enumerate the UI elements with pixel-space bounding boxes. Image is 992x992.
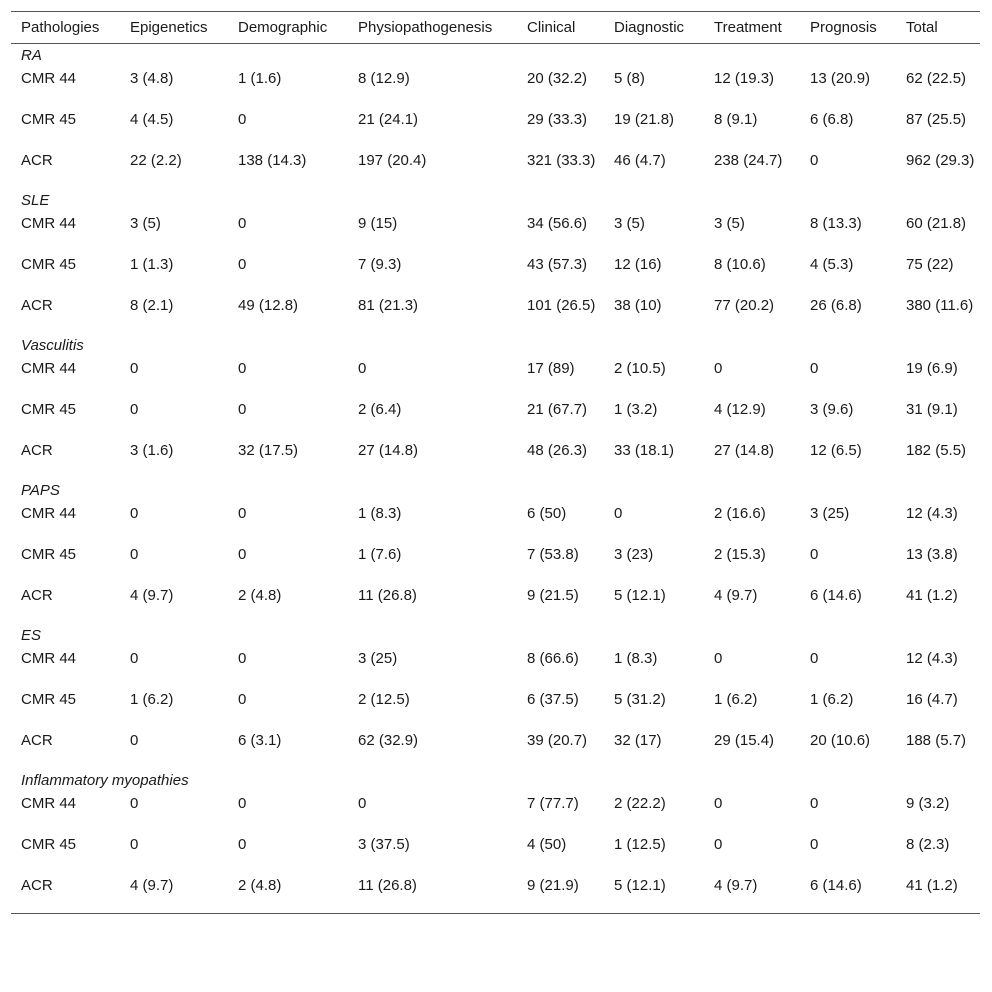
table-cell: 41 (1.2) (906, 876, 958, 894)
table-cell: 11 (26.8) (358, 876, 417, 894)
table-cell: 62 (32.9) (358, 731, 419, 749)
table-cell: 1 (7.6) (358, 545, 402, 563)
table-cell: 16 (4.7) (906, 690, 958, 708)
table-cell: 0 (130, 359, 139, 377)
table-header (11, 12, 980, 44)
header-row (11, 12, 980, 44)
table-cell: 12 (4.3) (906, 504, 958, 522)
table-row (11, 646, 980, 687)
table-row (11, 66, 980, 107)
table-cell: 6 (6.8) (810, 110, 854, 128)
row-source: ACR (21, 586, 53, 604)
table-cell: 0 (810, 794, 819, 812)
table-cell: 0 (238, 835, 247, 853)
table-cell: 12 (6.5) (810, 441, 862, 459)
table-cell: 8 (2.1) (130, 296, 174, 314)
table-cell: 0 (358, 359, 367, 377)
header-demographic: Demographic (228, 12, 348, 44)
table-cell: 4 (4.5) (130, 110, 174, 128)
table-cell: 8 (2.3) (906, 835, 950, 853)
table-cell: 2 (12.5) (358, 690, 410, 708)
table-cell: 188 (5.7) (906, 731, 967, 749)
header-pathologies: Pathologies (11, 12, 120, 44)
group-row (11, 334, 980, 356)
table-cell: 0 (238, 400, 247, 418)
table-cell: 32 (17.5) (238, 441, 299, 459)
row-source: ACR (21, 441, 53, 459)
table-cell: 0 (714, 359, 723, 377)
table-cell: 32 (17) (614, 731, 662, 749)
table-cell: 11 (26.8) (358, 586, 417, 604)
table-cell: 19 (21.8) (614, 110, 675, 128)
table-cell: 197 (20.4) (358, 151, 427, 169)
row-source: CMR 45 (21, 835, 77, 853)
group-label: RA (21, 47, 42, 64)
group-row (11, 769, 980, 791)
table-cell: 60 (21.8) (906, 214, 967, 232)
table-cell: 0 (238, 545, 247, 563)
table-cell: 1 (6.2) (130, 690, 174, 708)
table-cell: 0 (614, 504, 623, 522)
table-cell: 2 (6.4) (358, 400, 402, 418)
table-cell: 22 (2.2) (130, 151, 182, 169)
table-cell: 4 (9.7) (130, 586, 174, 604)
table-cell: 5 (31.2) (614, 690, 666, 708)
table-cell: 6 (14.6) (810, 876, 862, 894)
table-cell: 2 (15.3) (714, 545, 766, 563)
table-row (11, 107, 980, 148)
table-cell: 12 (4.3) (906, 649, 958, 667)
table-cell: 0 (810, 151, 819, 169)
table-cell: 21 (24.1) (358, 110, 419, 128)
table-cell: 0 (238, 794, 247, 812)
table-cell: 8 (13.3) (810, 214, 862, 232)
table-cell: 0 (238, 690, 247, 708)
table-cell: 0 (130, 400, 139, 418)
table-cell: 138 (14.3) (238, 151, 307, 169)
table-cell: 12 (19.3) (714, 69, 775, 87)
table-cell: 3 (4.8) (130, 69, 174, 87)
row-source: CMR 45 (21, 545, 77, 563)
table-cell: 3 (5) (714, 214, 745, 232)
table-row (11, 293, 980, 334)
table-cell: 1 (1.3) (130, 255, 174, 273)
table-cell: 9 (21.5) (527, 586, 579, 604)
row-source: CMR 45 (21, 690, 77, 708)
table-row (11, 211, 980, 252)
table-cell: 62 (22.5) (906, 69, 967, 87)
table-cell: 0 (810, 649, 819, 667)
table-cell: 0 (130, 649, 139, 667)
table-cell: 20 (10.6) (810, 731, 871, 749)
table-cell: 6 (50) (527, 504, 567, 522)
table-cell: 9 (21.9) (527, 876, 579, 894)
group-label: ES (21, 626, 42, 644)
table-container (11, 11, 980, 914)
table-cell: 0 (238, 649, 247, 667)
row-source: CMR 45 (21, 110, 77, 128)
table-row (11, 687, 980, 728)
header-treatment: Treatment (704, 12, 800, 44)
table-cell: 1 (1.6) (238, 69, 282, 87)
table-cell: 27 (14.8) (358, 441, 419, 459)
table-cell: 8 (9.1) (714, 110, 758, 128)
table-cell: 6 (14.6) (810, 586, 862, 604)
table-cell: 48 (26.3) (527, 441, 588, 459)
table-cell: 0 (358, 794, 367, 812)
table-cell: 20 (32.2) (527, 69, 588, 87)
table-cell: 3 (9.6) (810, 400, 854, 418)
table-row (11, 542, 980, 583)
table-cell: 4 (9.7) (130, 876, 174, 894)
table-row (11, 148, 980, 189)
table-cell: 0 (238, 359, 247, 377)
table-cell: 29 (15.4) (714, 731, 775, 749)
row-source: CMR 44 (21, 214, 77, 232)
group-label: Inflammatory myopathies (21, 771, 189, 789)
row-source: CMR 44 (21, 649, 77, 667)
header-physiopathogenesis: Physiopathogenesis (348, 12, 517, 44)
header-diagnostic: Diagnostic (604, 12, 704, 44)
row-source: CMR 45 (21, 255, 77, 273)
table-cell: 8 (12.9) (358, 69, 410, 87)
header-clinical: Clinical (517, 12, 604, 44)
group-label: Vasculitis (21, 336, 84, 354)
table-cell: 0 (130, 545, 139, 563)
table-cell: 1 (8.3) (614, 649, 658, 667)
table-cell: 4 (9.7) (714, 586, 758, 604)
table-row (11, 438, 980, 479)
table-row (11, 791, 980, 832)
table-row (11, 873, 980, 914)
table-cell: 4 (50) (527, 835, 567, 853)
table-cell: 7 (53.8) (527, 545, 579, 563)
table-cell: 4 (9.7) (714, 876, 758, 894)
table-cell: 34 (56.6) (527, 214, 588, 232)
table-cell: 19 (6.9) (906, 359, 958, 377)
group-row (11, 479, 980, 501)
table-cell: 1 (6.2) (810, 690, 854, 708)
table-cell: 1 (3.2) (614, 400, 658, 418)
row-source: CMR 44 (21, 794, 77, 812)
table-cell: 5 (12.1) (614, 586, 666, 604)
group-label: PAPS (21, 481, 60, 499)
table-cell: 3 (1.6) (130, 441, 174, 459)
table-cell: 1 (12.5) (614, 835, 666, 853)
table-cell: 101 (26.5) (527, 296, 596, 314)
table-cell: 3 (25) (358, 649, 398, 667)
table-cell: 0 (238, 110, 247, 128)
row-source: ACR (21, 296, 53, 314)
table-cell: 380 (11.6) (906, 296, 974, 314)
table-cell: 49 (12.8) (238, 296, 299, 314)
table-cell: 21 (67.7) (527, 400, 588, 418)
row-source: CMR 44 (21, 504, 77, 522)
table-cell: 12 (16) (614, 255, 662, 273)
table-cell: 9 (3.2) (906, 794, 950, 812)
table-cell: 182 (5.5) (906, 441, 967, 459)
table-cell: 13 (20.9) (810, 69, 871, 87)
row-source: ACR (21, 151, 53, 169)
table-cell: 4 (5.3) (810, 255, 854, 273)
table-cell: 962 (29.3) (906, 151, 975, 169)
table-cell: 75 (22) (906, 255, 954, 273)
table-row (11, 356, 980, 397)
table-cell: 0 (130, 835, 139, 853)
table-cell: 81 (21.3) (358, 296, 419, 314)
table-cell: 321 (33.3) (527, 151, 596, 169)
table-cell: 7 (77.7) (527, 794, 579, 812)
table-cell: 6 (37.5) (527, 690, 579, 708)
table-cell: 77 (20.2) (714, 296, 775, 314)
table-cell: 3 (23) (614, 545, 654, 563)
table-cell: 87 (25.5) (906, 110, 967, 128)
table-cell: 46 (4.7) (614, 151, 666, 169)
table-cell: 3 (5) (614, 214, 645, 232)
table-cell: 38 (10) (614, 296, 662, 314)
group-row (11, 44, 980, 66)
table-cell: 0 (238, 504, 247, 522)
group-row (11, 189, 980, 211)
table-cell: 0 (714, 835, 723, 853)
table-cell: 3 (25) (810, 504, 850, 522)
table-cell: 13 (3.8) (906, 545, 958, 563)
header-total: Total (896, 12, 980, 44)
table-cell: 0 (238, 214, 247, 232)
table-cell: 43 (57.3) (527, 255, 588, 273)
table-cell: 3 (5) (130, 214, 161, 232)
table-cell: 27 (14.8) (714, 441, 775, 459)
table-cell: 5 (8) (614, 69, 645, 87)
pathologies-table (11, 11, 980, 914)
header-prognosis: Prognosis (800, 12, 896, 44)
table-cell: 26 (6.8) (810, 296, 862, 314)
row-source: ACR (21, 876, 53, 894)
table-cell: 2 (4.8) (238, 586, 282, 604)
table-cell: 2 (22.2) (614, 794, 666, 812)
table-cell: 8 (66.6) (527, 649, 579, 667)
table-cell: 7 (9.3) (358, 255, 402, 273)
table-cell: 1 (6.2) (714, 690, 758, 708)
row-source: ACR (21, 731, 53, 749)
table-row (11, 832, 980, 873)
table-cell: 8 (10.6) (714, 255, 766, 273)
table-cell: 4 (12.9) (714, 400, 766, 418)
row-source: CMR 45 (21, 400, 77, 418)
table-row (11, 501, 980, 542)
table-cell: 31 (9.1) (906, 400, 958, 418)
table-cell: 0 (810, 545, 819, 563)
header-epigenetics: Epigenetics (120, 12, 228, 44)
table-cell: 17 (89) (527, 359, 575, 377)
row-source: CMR 44 (21, 359, 77, 377)
table-cell: 33 (18.1) (614, 441, 675, 459)
table-cell: 238 (24.7) (714, 151, 783, 169)
table-cell: 2 (16.6) (714, 504, 766, 522)
table-cell: 29 (33.3) (527, 110, 588, 128)
table-cell: 0 (238, 255, 247, 273)
table-row (11, 252, 980, 293)
table-cell: 0 (130, 794, 139, 812)
table-cell: 0 (130, 504, 139, 522)
table-cell: 0 (810, 359, 819, 377)
table-cell: 6 (3.1) (238, 731, 282, 749)
table-cell: 0 (714, 794, 723, 812)
table-cell: 1 (8.3) (358, 504, 402, 522)
table-cell: 3 (37.5) (358, 835, 410, 853)
table-row (11, 397, 980, 438)
table-cell: 9 (15) (358, 214, 398, 232)
table-cell: 0 (130, 731, 139, 749)
table-cell: 41 (1.2) (906, 586, 958, 604)
table-cell: 0 (810, 835, 819, 853)
group-row (11, 624, 980, 646)
table-cell: 39 (20.7) (527, 731, 588, 749)
table-row (11, 728, 980, 769)
table-cell: 5 (12.1) (614, 876, 666, 894)
group-label: SLE (21, 191, 50, 209)
table-cell: 2 (4.8) (238, 876, 282, 894)
table-cell: 2 (10.5) (614, 359, 666, 377)
table-cell: 0 (714, 649, 723, 667)
row-source: CMR 44 (21, 69, 77, 87)
table-body (11, 44, 980, 914)
table-row (11, 583, 980, 624)
